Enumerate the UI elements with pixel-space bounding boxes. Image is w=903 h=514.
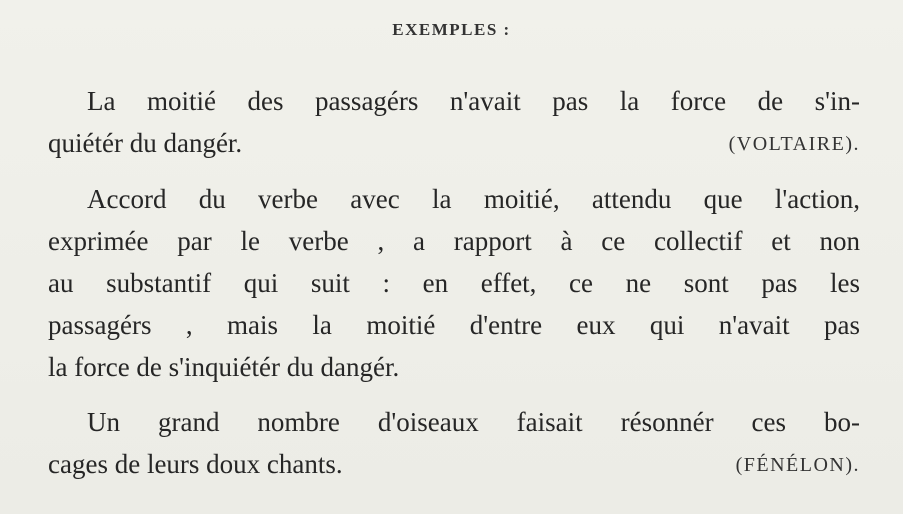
example2-source: (FÉNÉLON). [735,454,860,476]
explanation-line-2: exprimée par le verbe , a rapport à ce collectif et non [48,226,860,256]
example1-line-1: La moitié des passagérs n'avait pas la force de s'in- [87,86,860,116]
explanation-line-3: au substantif qui suit : en effet, ce ne sont pas les [48,268,860,298]
example2-line-2: cages de leurs doux chants. [48,449,343,479]
examples-heading: EXEMPLES : [392,20,511,39]
example2-line-1: Un grand nombre d'oiseaux faisait résonnér ces bo- [87,407,860,437]
explanation-line-4: passagérs , mais la moitié d'entre eux qui n'avait pas [48,310,860,340]
example1-source: (VOLTAIRE). [728,133,860,155]
explanation-line-5: la force de s'inquiétér du dangér. [48,352,400,382]
example1-line-2: quiétér du dangér. [48,128,243,158]
explanation-line-1: Accord du verbe avec la moitié, attendu que l'action, [87,184,860,214]
